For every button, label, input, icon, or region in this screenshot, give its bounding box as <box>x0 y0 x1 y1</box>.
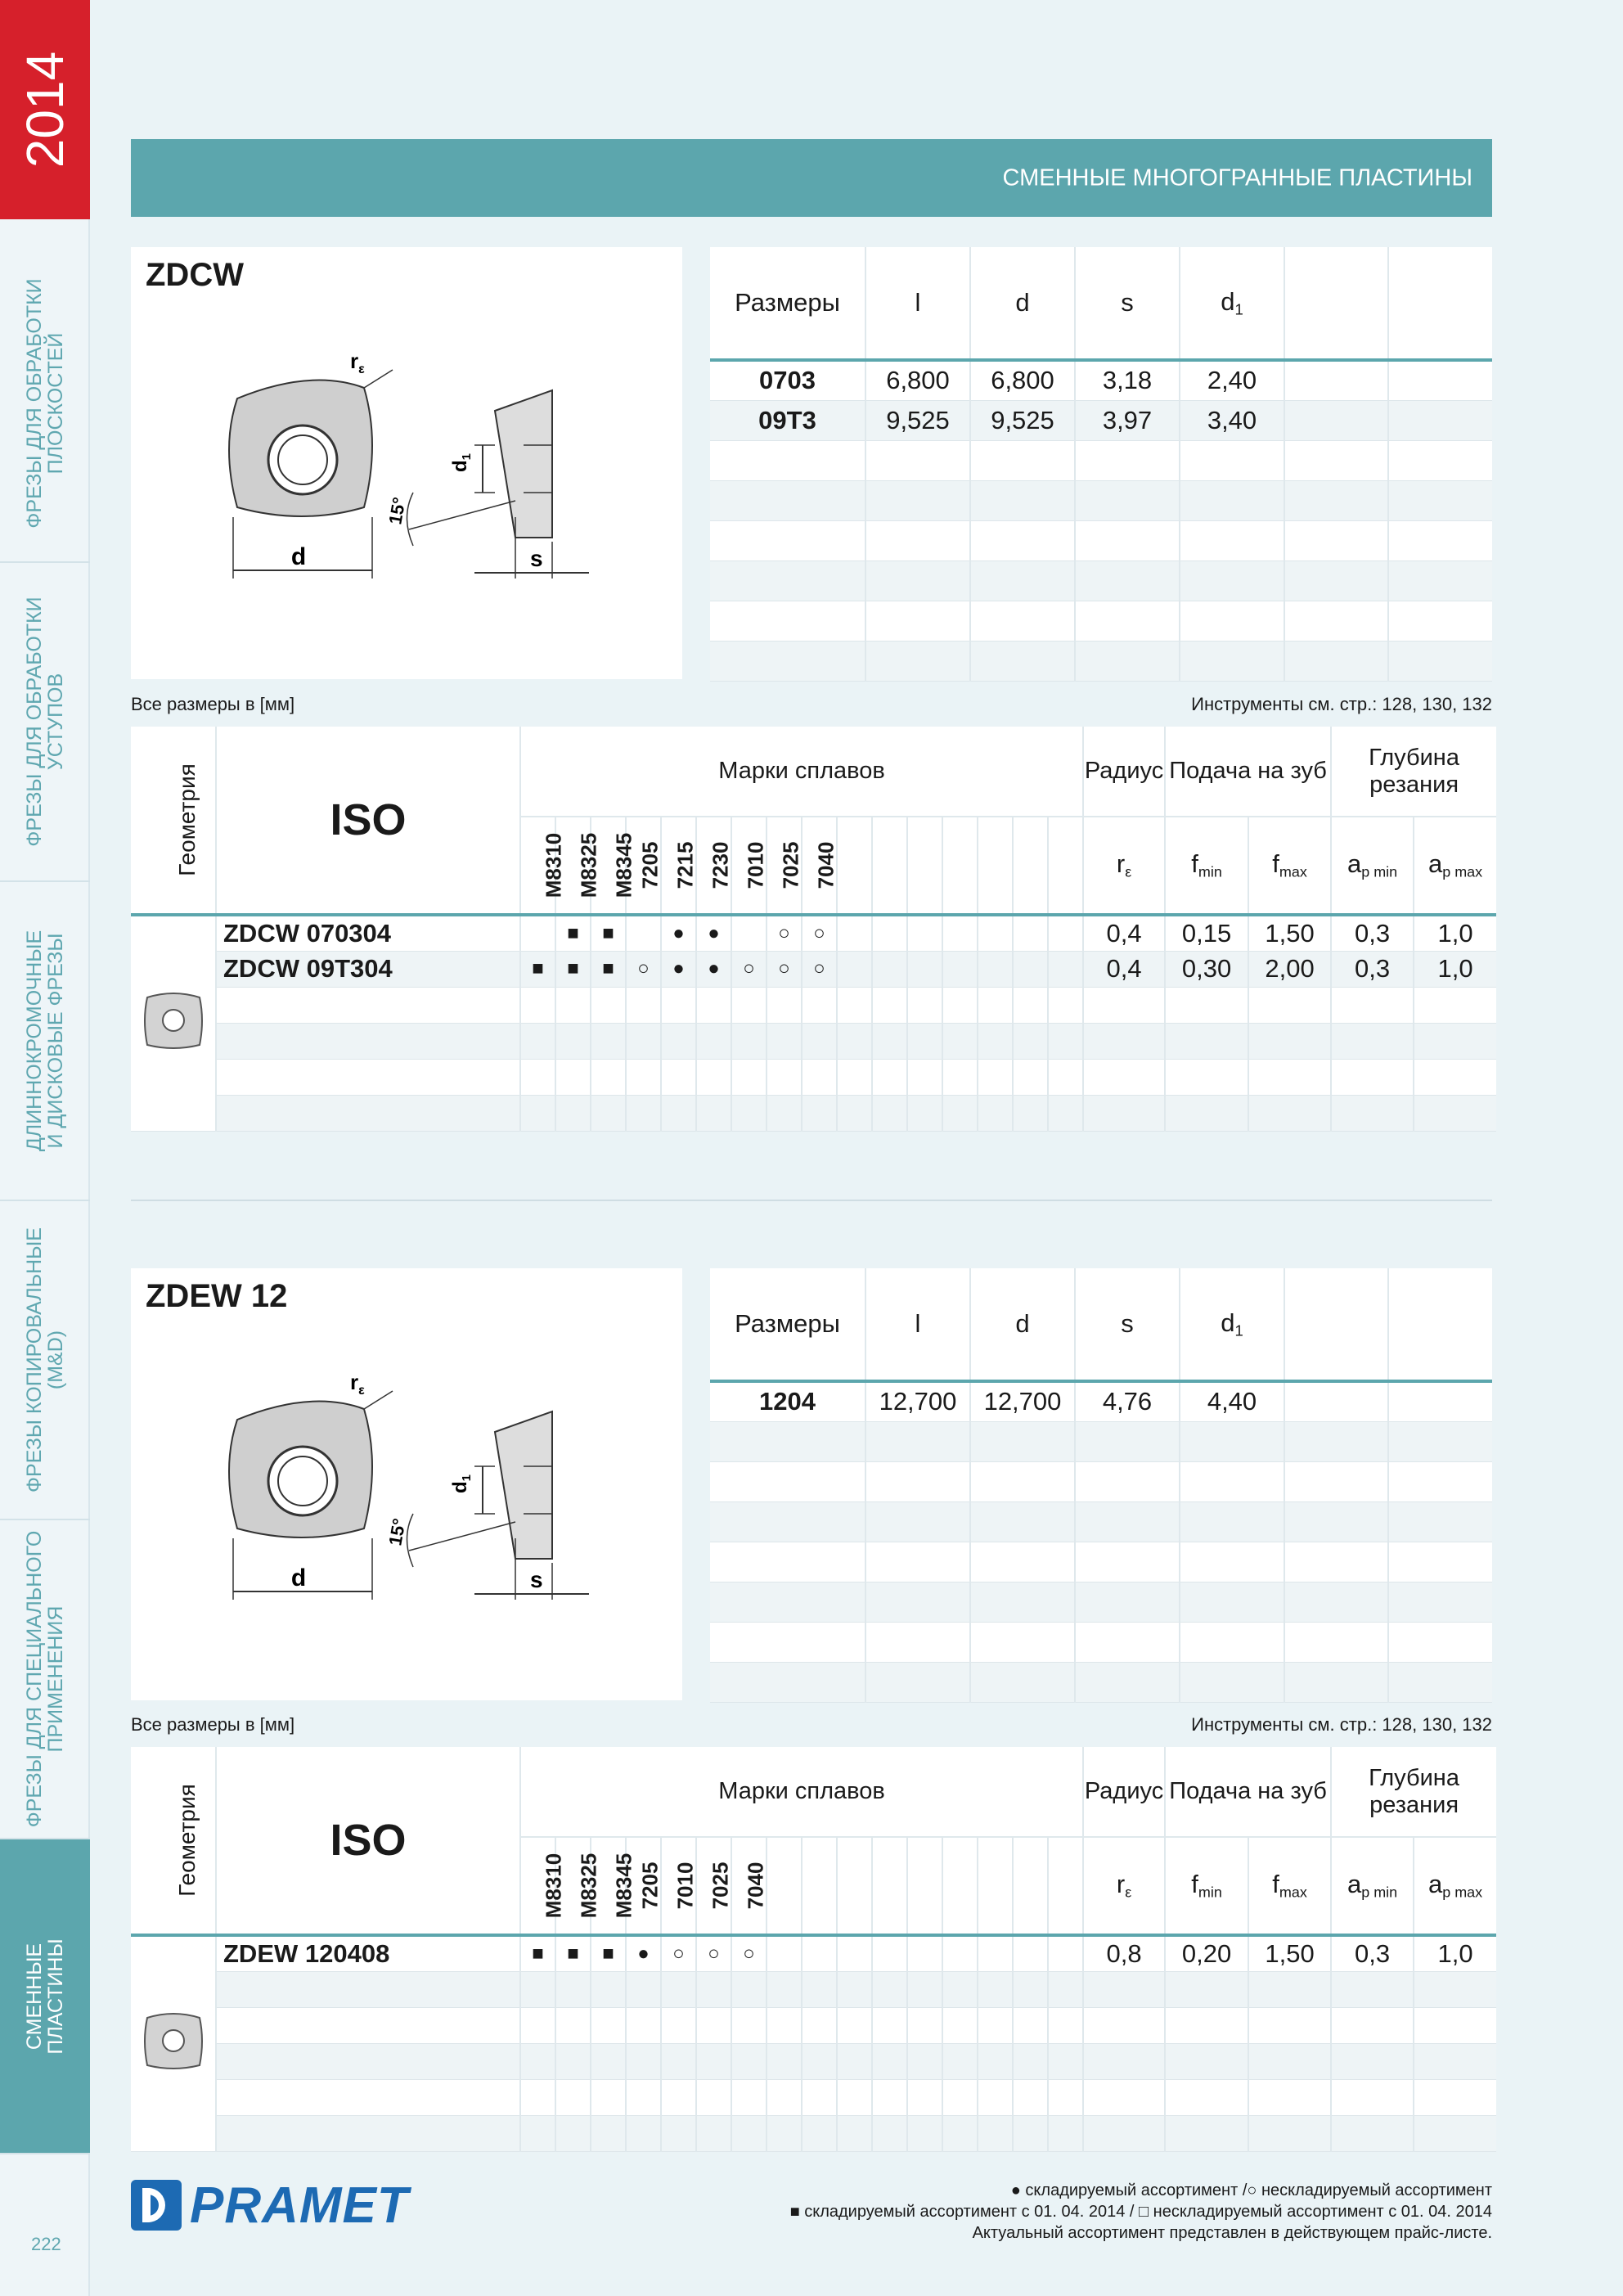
grade-mark <box>626 915 661 951</box>
alloy-header: M8310 <box>541 832 566 898</box>
table-row <box>710 1501 1492 1542</box>
alloy-header: M8345 <box>611 832 636 898</box>
grade-mark: ● <box>696 915 731 951</box>
year-badge <box>0 0 90 219</box>
iso-header: ISO <box>216 1747 520 1935</box>
radius-value: 0,8 <box>1083 1935 1165 1971</box>
alloy-header: 7010 <box>743 841 768 889</box>
table-cell: 09T3 <box>710 400 865 440</box>
table-row <box>710 1622 1492 1662</box>
grade-mark <box>520 915 555 951</box>
sidebar-tab-face-mills[interactable] <box>0 245 90 563</box>
iso-header: ISO <box>216 727 520 915</box>
table-row <box>710 601 1492 641</box>
fmax-value: 1,50 <box>1248 1935 1331 1971</box>
sidebar-nav <box>0 0 90 2296</box>
dimensions-table <box>710 1268 1492 1703</box>
table-row <box>131 1095 1496 1131</box>
units-note: Все размеры в [мм] <box>131 1714 295 1735</box>
grade-mark: ○ <box>802 915 837 951</box>
alloy-header: M8345 <box>611 1853 636 1919</box>
alloy-header: 7205 <box>637 1862 663 1910</box>
table-row <box>131 2115 1496 2151</box>
tab-label: СМЕННЫЕ <box>22 1943 46 2050</box>
alloy-header: M8325 <box>576 832 601 898</box>
apmin-header: $a_{p min}$ <box>1331 1837 1414 1935</box>
grade-mark: ■ <box>555 1935 591 1971</box>
grade-mark: ○ <box>802 951 837 987</box>
units-note: Все размеры в [мм] <box>131 694 295 714</box>
grade-mark: ■ <box>591 1935 626 1971</box>
fmax-header: $f_{max}$ <box>1248 817 1331 915</box>
page-number: 222 <box>31 2234 61 2254</box>
grade-mark: ● <box>696 951 731 987</box>
grade-mark: ○ <box>661 1935 696 1971</box>
section-divider <box>131 1200 1492 1201</box>
section-title: СМЕННЫЕ МНОГОГРАННЫЕ ПЛАСТИНЫ <box>1002 164 1472 191</box>
table-row <box>131 1023 1496 1059</box>
table-row <box>131 1935 1496 1971</box>
r-epsilon-header: $r_\varepsilon$ <box>1083 817 1165 915</box>
insert-code: ZDEW 120408 <box>216 1935 520 1971</box>
tab-label: И ДИСКОВЫЕ ФРЕЗЫ <box>44 933 67 1149</box>
sidebar-tab-shoulder-mills[interactable] <box>0 563 90 882</box>
product-title: ZDEW 12 <box>146 1278 288 1314</box>
alloy-header: 7230 <box>708 841 733 889</box>
table-row <box>710 1582 1492 1622</box>
tab-label: ПЛАСТИНЫ <box>44 1938 67 2055</box>
col-header: s <box>1075 1268 1180 1381</box>
dim-s-label: s <box>530 1567 543 1592</box>
insert-drawing <box>131 1268 682 1700</box>
grades-table <box>131 727 1496 1132</box>
year-label: 2014 <box>16 51 74 169</box>
legend-line: Актуальный ассортимент представлен в действующем прайс-листе. <box>972 2224 1492 2242</box>
dim-re-label: $r_\varepsilon$ <box>350 349 365 376</box>
alloy-header: 7040 <box>813 841 838 889</box>
col-header: d <box>970 1268 1075 1381</box>
dim-d1-label: $d_1$ <box>449 1474 474 1493</box>
dim-s-label: s <box>530 546 543 571</box>
table-row <box>710 480 1492 520</box>
apmin-value: 0,3 <box>1331 1935 1414 1971</box>
grade-mark: ○ <box>731 1935 767 1971</box>
apmax-header: $a_{p max}$ <box>1414 1837 1496 1935</box>
table-row <box>710 520 1492 560</box>
table-row <box>131 2007 1496 2043</box>
tab-label: ДЛИННОКРОМОЧНЫЕ <box>22 930 46 1152</box>
table-row <box>131 1059 1496 1095</box>
apmin-value: 0,3 <box>1331 915 1414 951</box>
pramet-logo-icon <box>131 2180 182 2231</box>
table-cell: 12,700 <box>865 1381 970 1421</box>
table-cell: 4,40 <box>1180 1381 1284 1421</box>
insert-thumbnail-icon <box>141 2008 206 2073</box>
tab-label: ПРИМЕНЕНИЯ <box>44 1605 67 1753</box>
radius-value: 0,4 <box>1083 915 1165 951</box>
tools-reference: Инструменты см. стр.: 128, 130, 132 <box>1191 1714 1492 1735</box>
fmin-value: 0,30 <box>1165 951 1248 987</box>
tab-label: ФРЕЗЫ ДЛЯ ОБРАБОТКИ <box>22 597 46 847</box>
grade-mark: ○ <box>767 915 802 951</box>
table-cell: 12,700 <box>970 1381 1075 1421</box>
col-header: l <box>865 1268 970 1381</box>
grade-mark: ■ <box>591 915 626 951</box>
fmin-header: $f_{min}$ <box>1165 817 1248 915</box>
geometry-header: Геометрия <box>173 1784 200 1897</box>
tab-label: ФРЕЗЫ ДЛЯ СПЕЦИАЛЬНОГО <box>22 1530 46 1828</box>
grade-mark: ○ <box>696 1935 731 1971</box>
grade-mark: ○ <box>626 951 661 987</box>
apmin-value: 0,3 <box>1331 951 1414 987</box>
grade-mark: ● <box>661 915 696 951</box>
table-cell: 4,76 <box>1075 1381 1180 1421</box>
table-row <box>710 1461 1492 1501</box>
grades-table <box>131 1747 1496 2152</box>
table-row <box>710 360 1492 400</box>
table-row <box>131 2079 1496 2115</box>
grade-mark <box>731 915 767 951</box>
dim-d1-label: $d_1$ <box>449 452 474 472</box>
table-row <box>710 1542 1492 1582</box>
fmax-header: $f_{max}$ <box>1248 1837 1331 1935</box>
table-cell: 3,97 <box>1075 400 1180 440</box>
apmax-value: 1,0 <box>1414 1935 1496 1971</box>
fmax-value: 2,00 <box>1248 951 1331 987</box>
insert-code: ZDCW 070304 <box>216 915 520 951</box>
feed-header: Подача на зуб <box>1165 1747 1331 1837</box>
dimensions-table <box>710 247 1492 682</box>
col-header: Размеры <box>710 247 865 360</box>
section-header <box>131 139 1492 217</box>
tab-label: ФРЕЗЫ ДЛЯ ОБРАБОТКИ <box>22 278 46 529</box>
legend-line: ■ складируемый ассортимент с 01. 04. 2014 / □ нескладируемый ассортимент с 01. 04. 2014 <box>789 2203 1492 2221</box>
radius-header: Радиус <box>1083 727 1165 817</box>
feed-header: Подача на зуб <box>1165 727 1331 817</box>
col-header: d <box>970 247 1075 360</box>
depth-header: Глубина резания <box>1331 1747 1496 1837</box>
col-header: Размеры <box>710 1268 865 1381</box>
grade-mark: ■ <box>520 1935 555 1971</box>
alloy-header: 7205 <box>637 841 663 889</box>
tab-label: ФРЕЗЫ КОПИРОВАЛЬНЫЕ <box>22 1227 46 1492</box>
depth-header: Глубина резания <box>1331 727 1496 817</box>
table-row <box>710 1421 1492 1461</box>
geometry-header: Геометрия <box>173 763 200 876</box>
alloy-header: M8325 <box>576 1853 601 1919</box>
dim-angle-label: 15° <box>384 1516 410 1547</box>
table-row <box>710 641 1492 681</box>
col-header: $d_1$ <box>1180 1268 1284 1381</box>
dim-re-label: $r_\varepsilon$ <box>350 1370 365 1398</box>
col-header: l <box>865 247 970 360</box>
insert-thumbnail-icon <box>141 988 206 1053</box>
apmax-value: 1,0 <box>1414 915 1496 951</box>
tab-label: (M&D) <box>44 1330 67 1390</box>
grade-mark: ■ <box>555 951 591 987</box>
grade-mark: ● <box>661 951 696 987</box>
table-cell: 6,800 <box>970 360 1075 400</box>
grade-mark: ■ <box>555 915 591 951</box>
grade-mark: ■ <box>591 951 626 987</box>
col-header: $d_1$ <box>1180 247 1284 360</box>
table-row <box>131 987 1496 1023</box>
grade-mark: ○ <box>731 951 767 987</box>
fmin-header: $f_{min}$ <box>1165 1837 1248 1935</box>
col-header: s <box>1075 247 1180 360</box>
fmin-value: 0,20 <box>1165 1935 1248 1971</box>
alloy-header: 7040 <box>743 1862 768 1910</box>
product-title: ZDCW <box>146 257 244 293</box>
insert-diagram-panel <box>131 247 682 679</box>
insert-code: ZDCW 09T304 <box>216 951 520 987</box>
table-row <box>131 1971 1496 2007</box>
table-row <box>710 1662 1492 1702</box>
sidebar-tab-inserts[interactable] <box>0 1839 90 2154</box>
alloys-header: Марки сплавов <box>520 727 1083 817</box>
table-row <box>131 951 1496 987</box>
table-cell: 9,525 <box>865 400 970 440</box>
table-cell: 1204 <box>710 1381 865 1421</box>
radius-value: 0,4 <box>1083 951 1165 987</box>
alloy-header: 7025 <box>708 1862 733 1910</box>
table-row <box>131 2043 1496 2079</box>
table-cell: 3,18 <box>1075 360 1180 400</box>
sidebar-tab-long-edge-mills[interactable] <box>0 882 90 1201</box>
fmin-value: 0,15 <box>1165 915 1248 951</box>
dim-d-label: d <box>290 543 307 570</box>
apmax-header: $a_{p max}$ <box>1414 817 1496 915</box>
table-row <box>710 400 1492 440</box>
sidebar-tab-copy-mills[interactable] <box>0 1201 90 1520</box>
apmin-header: $a_{p min}$ <box>1331 817 1414 915</box>
alloy-header: 7215 <box>672 841 698 889</box>
table-cell: 2,40 <box>1180 360 1284 400</box>
table-row <box>710 1381 1492 1421</box>
apmax-value: 1,0 <box>1414 951 1496 987</box>
fmax-value: 1,50 <box>1248 915 1331 951</box>
grade-mark: ■ <box>520 951 555 987</box>
alloy-header: 7025 <box>778 841 803 889</box>
grade-mark: ○ <box>767 951 802 987</box>
pramet-logo <box>131 2177 409 2234</box>
logo-text: PRAMET <box>190 2177 409 2234</box>
dim-angle-label: 15° <box>384 495 410 526</box>
alloy-header: M8310 <box>541 1853 566 1919</box>
alloy-header: 7010 <box>672 1862 698 1910</box>
table-row <box>131 915 1496 951</box>
dim-d-label: d <box>290 1564 307 1591</box>
tools-reference: Инструменты см. стр.: 128, 130, 132 <box>1191 694 1492 714</box>
insert-drawing <box>131 247 682 679</box>
table-cell: 9,525 <box>970 400 1075 440</box>
table-cell: 0703 <box>710 360 865 400</box>
table-cell: 6,800 <box>865 360 970 400</box>
sidebar-tab-special-mills[interactable] <box>0 1520 90 1839</box>
r-epsilon-header: $r_\varepsilon$ <box>1083 1837 1165 1935</box>
tab-label: УСТУПОВ <box>44 673 67 771</box>
legend-line: ● складируемый ассортимент /○ нескладируемый ассортимент <box>1010 2181 1492 2199</box>
radius-header: Радиус <box>1083 1747 1165 1837</box>
insert-diagram-panel <box>131 1268 682 1700</box>
table-cell: 3,40 <box>1180 400 1284 440</box>
grade-mark: ● <box>626 1935 661 1971</box>
table-row <box>710 440 1492 480</box>
tab-label: ПЛОСКОСТЕЙ <box>44 332 67 475</box>
alloys-header: Марки сплавов <box>520 1747 1083 1837</box>
table-row <box>710 560 1492 601</box>
